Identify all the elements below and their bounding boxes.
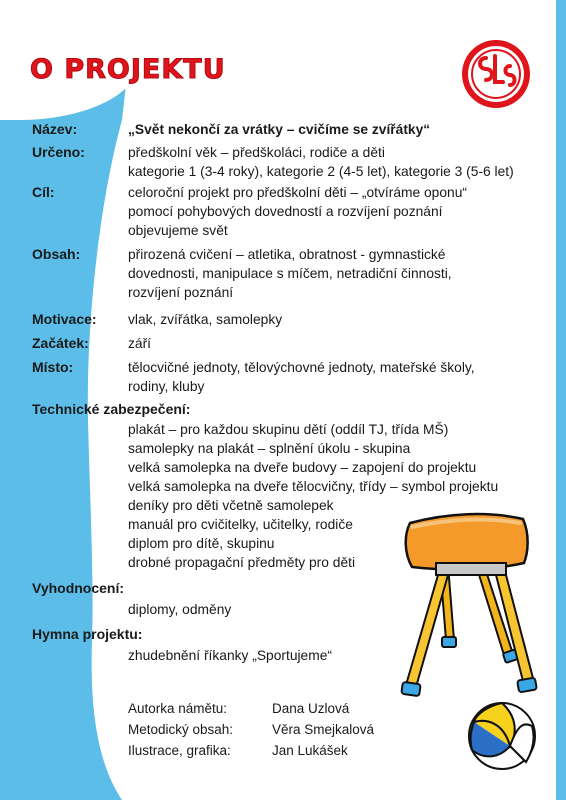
value-cil-line: pomocí pohybových dovedností a rozvíjení poznání bbox=[128, 204, 443, 219]
label-obsah: Obsah: bbox=[32, 246, 81, 262]
value-vyhodnoceni: diplomy, odměny bbox=[128, 602, 232, 617]
value-technicke-line: velká samolepka na dveře budovy – zapojení do projektu bbox=[128, 460, 477, 475]
value-technicke-line: samolepky na plakát – splnění úkolu - skupina bbox=[128, 441, 411, 456]
credit-name: Věra Smejkalová bbox=[272, 722, 375, 737]
credit-role: Ilustrace, grafika: bbox=[128, 743, 231, 758]
value-cil-line: objevujeme svět bbox=[128, 223, 228, 238]
value-technicke-line: manuál pro cvičitelky, učitelky, rodiče bbox=[128, 517, 353, 532]
volleyball-icon bbox=[466, 700, 538, 772]
value-technicke-line: velká samolepka na dveře tělocvičny, třídy – symbol projektu bbox=[128, 479, 499, 494]
value-technicke-line: drobné propagační předměty pro děti bbox=[128, 555, 356, 570]
value-cil-line: celoroční projekt pro předškolní děti – „otvíráme oponu“ bbox=[128, 185, 467, 200]
value-technicke-line: deníky pro děti včetně samolepek bbox=[128, 498, 334, 513]
value-motivace: vlak, zvířátka, samolepky bbox=[128, 312, 283, 327]
credit-role: Autorka námětu: bbox=[128, 701, 228, 716]
value-obsah-line: dovednosti, manipulace s míčem, netradiční činnosti, bbox=[128, 266, 452, 281]
value-nazev: „Svět nekončí za vrátky – cvičíme se zvířátky“ bbox=[128, 122, 431, 137]
sls-logo-icon bbox=[460, 38, 532, 110]
value-obsah-line: rozvíjení poznání bbox=[128, 285, 234, 300]
value-technicke-line: diplom pro dítě, skupinu bbox=[128, 536, 275, 551]
label-misto: Místo: bbox=[32, 359, 74, 375]
value-zacatek: září bbox=[128, 336, 151, 351]
label-motivace: Motivace: bbox=[32, 311, 97, 327]
pommel-horse-icon bbox=[378, 505, 538, 720]
value-hymna: zhudebnění říkanky „Sportujeme“ bbox=[128, 648, 332, 663]
label-cil: Cíl: bbox=[32, 184, 55, 200]
label-hymna: Hymna projektu: bbox=[32, 626, 143, 642]
value-urceno-line: kategorie 1 (3-4 roky), kategorie 2 (4-5 let), kategorie 3 (5-6 let) bbox=[128, 164, 514, 179]
value-urceno bbox=[128, 143, 514, 181]
credit-name: Dana Uzlová bbox=[272, 701, 350, 716]
credit-name: Jan Lukášek bbox=[272, 743, 348, 758]
label-technicke: Technické zabezpečení: bbox=[32, 401, 191, 417]
value-misto bbox=[128, 358, 475, 396]
credit-role: Metodický obsah: bbox=[128, 722, 234, 737]
label-vyhodnoceni: Vyhodnocení: bbox=[32, 580, 125, 596]
page-title: O PROJEKTU bbox=[30, 54, 226, 85]
value-obsah-line: přirozená cvičení – atletika, obratnost - gymnastické bbox=[128, 247, 446, 262]
value-technicke-line: plakát – pro každou skupinu dětí (oddíl TJ, třída MŠ) bbox=[128, 422, 449, 437]
value-urceno-line: předškolní věk – předškoláci, rodiče a děti bbox=[128, 145, 385, 160]
value-obsah bbox=[128, 245, 452, 302]
value-misto-line: rodiny, kluby bbox=[128, 379, 205, 394]
label-urceno: Určeno: bbox=[32, 144, 85, 160]
label-zacatek: Začátek: bbox=[32, 335, 89, 351]
value-misto-line: tělocvičné jednoty, tělovýchovné jednoty, mateřské školy, bbox=[128, 360, 475, 375]
label-nazev: Název: bbox=[32, 121, 78, 137]
value-cil bbox=[128, 183, 467, 240]
